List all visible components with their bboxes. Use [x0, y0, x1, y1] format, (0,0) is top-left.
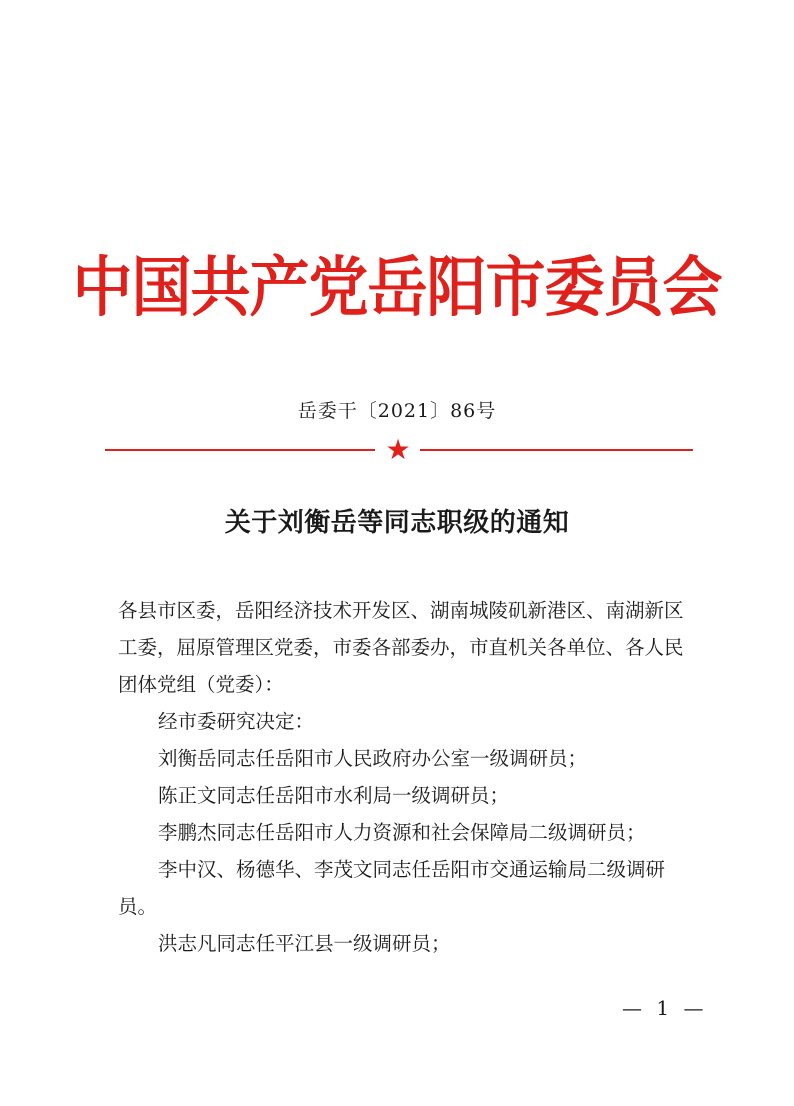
issuing-organization-masthead: 中国共产党岳阳市委员会	[72, 250, 722, 326]
divider-line-left	[105, 449, 375, 451]
appointment-item-4: 李中汉、杨德华、李茂文同志任岳阳市交通运输局二级调研员。	[118, 858, 666, 918]
appointment-item-3: 李鹏杰同志任岳阳市人力资源和社会保障局二级调研员；	[158, 821, 646, 844]
appointment-item-5: 洪志凡同志任平江县一级调研员；	[158, 932, 451, 955]
page-number: — 1 —	[622, 996, 708, 1020]
document-title: 关于刘衡岳等同志职级的通知	[224, 508, 570, 538]
appointment-item-1: 刘衡岳同志任岳阳市人民政府办公室一级调研员；	[158, 747, 588, 770]
red-divider	[105, 433, 693, 466]
star-icon: ★	[385, 433, 411, 466]
recipients-paragraph: 各县市区委，岳阳经济技术开发区、湖南城陵矶新港区、南湖新区工委，屈原管理区党委，市委各部委办，市直机关各单位、各人民团体党组（党委）：	[118, 599, 684, 696]
divider-line-right	[420, 449, 693, 451]
decision-intro: 经市委研究决定：	[158, 710, 315, 733]
document-body	[118, 592, 698, 962]
appointment-item-2: 陈正文同志任岳阳市水利局一级调研员；	[158, 784, 510, 807]
document-number: 岳委干〔2021〕86号	[297, 400, 497, 422]
